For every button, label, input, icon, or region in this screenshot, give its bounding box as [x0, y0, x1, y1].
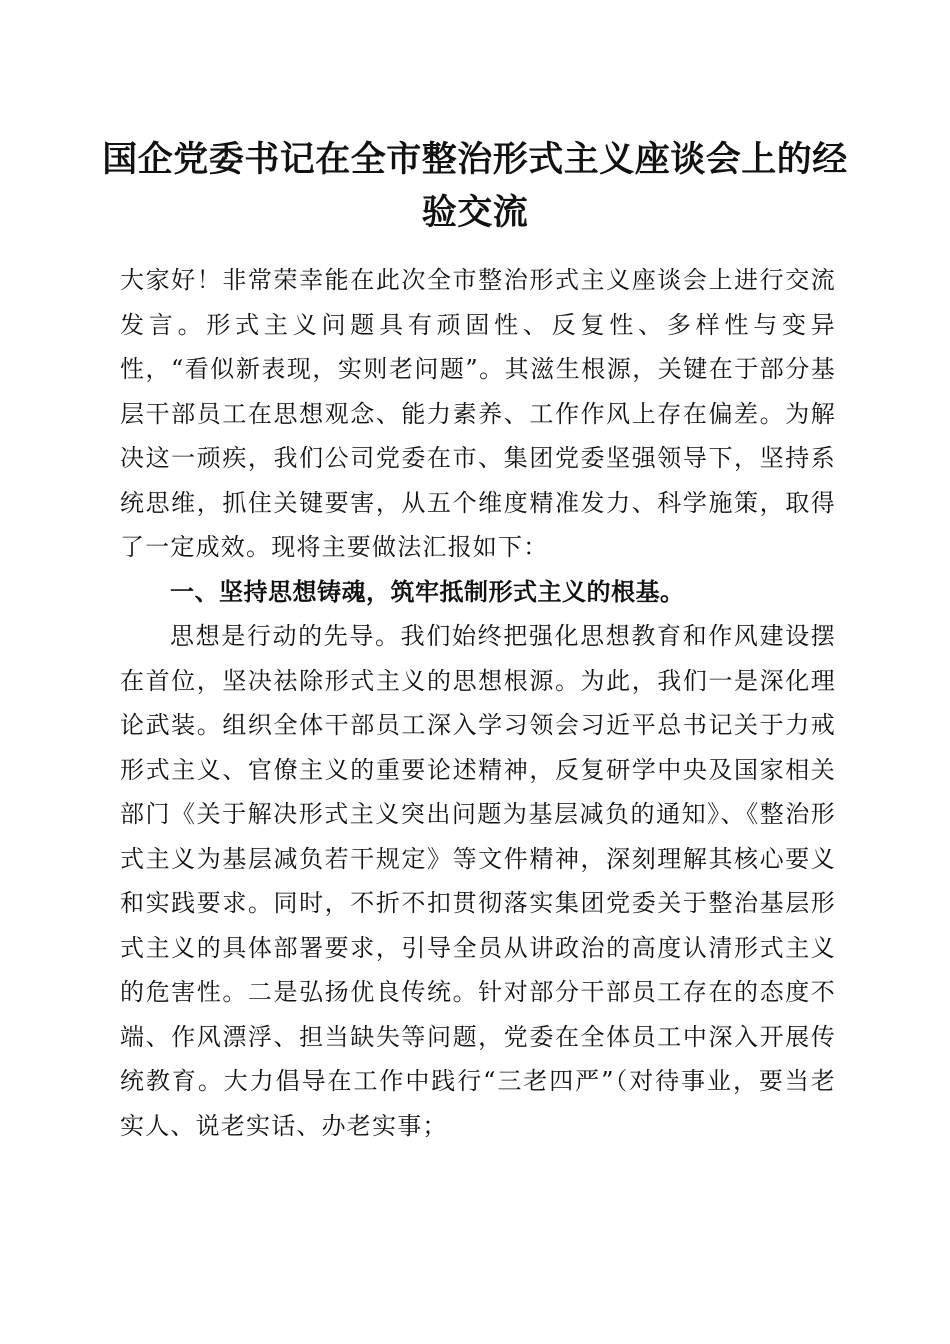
- section-1-paragraph: 思想是行动的先导。我们始终把强化思想教育和作风建设摆在首位，坚决祛除形式主义的思想根源。为此，我们一是深化理论武装。组织全体干部员工深入学习领会习近平总书记关于力戒形式主义、官僚主义的重要论述精神，反复研学中央及国家相关部门《关于解决形式主义突出问题为基层减负的通知》、《整治形式主义为基层减负若干规定》等文件精神，深刻理解其核心要义和实践要求。同时，不折不扣贯彻落实集团党委关于整治基层形式主义的具体部署要求，引导全员从讲政治的高度认清形式主义的危害性。二是弘扬优良传统。针对部分干部员工存在的态度不端、作风漂浮、担当缺失等问题，党委在全体员工中深入开展传统教育。大力倡导在工作中践行“三老四严”（对待事业，要当老实人、说老实话、办老实事；: [120, 622, 836, 1140]
- opening-paragraph: 大家好！非常荣幸能在此次全市整治形式主义座谈会上进行交流发言。形式主义问题具有顽固性、反复性、多样性与变异性，“看似新表现，实则老问题”。其滋生根源，关键在于部分基层干部员工在思想观念、能力素养、工作作风上存在偏差。为解决这一顽疾，我们公司党委在市、集团党委坚强领导下，坚持系统思维，抓住关键要害，从五个维度精准发力、科学施策，取得了一定成效。现将主要做法汇报如下：: [120, 266, 836, 561]
- document-body: [120, 258, 836, 1148]
- document-title: 国企党委书记在全市整治形式主义座谈会上的经验交流: [102, 139, 848, 233]
- section-heading-1: 一、坚持思想铸魂，筑牢抵制形式主义的根基。: [170, 577, 685, 606]
